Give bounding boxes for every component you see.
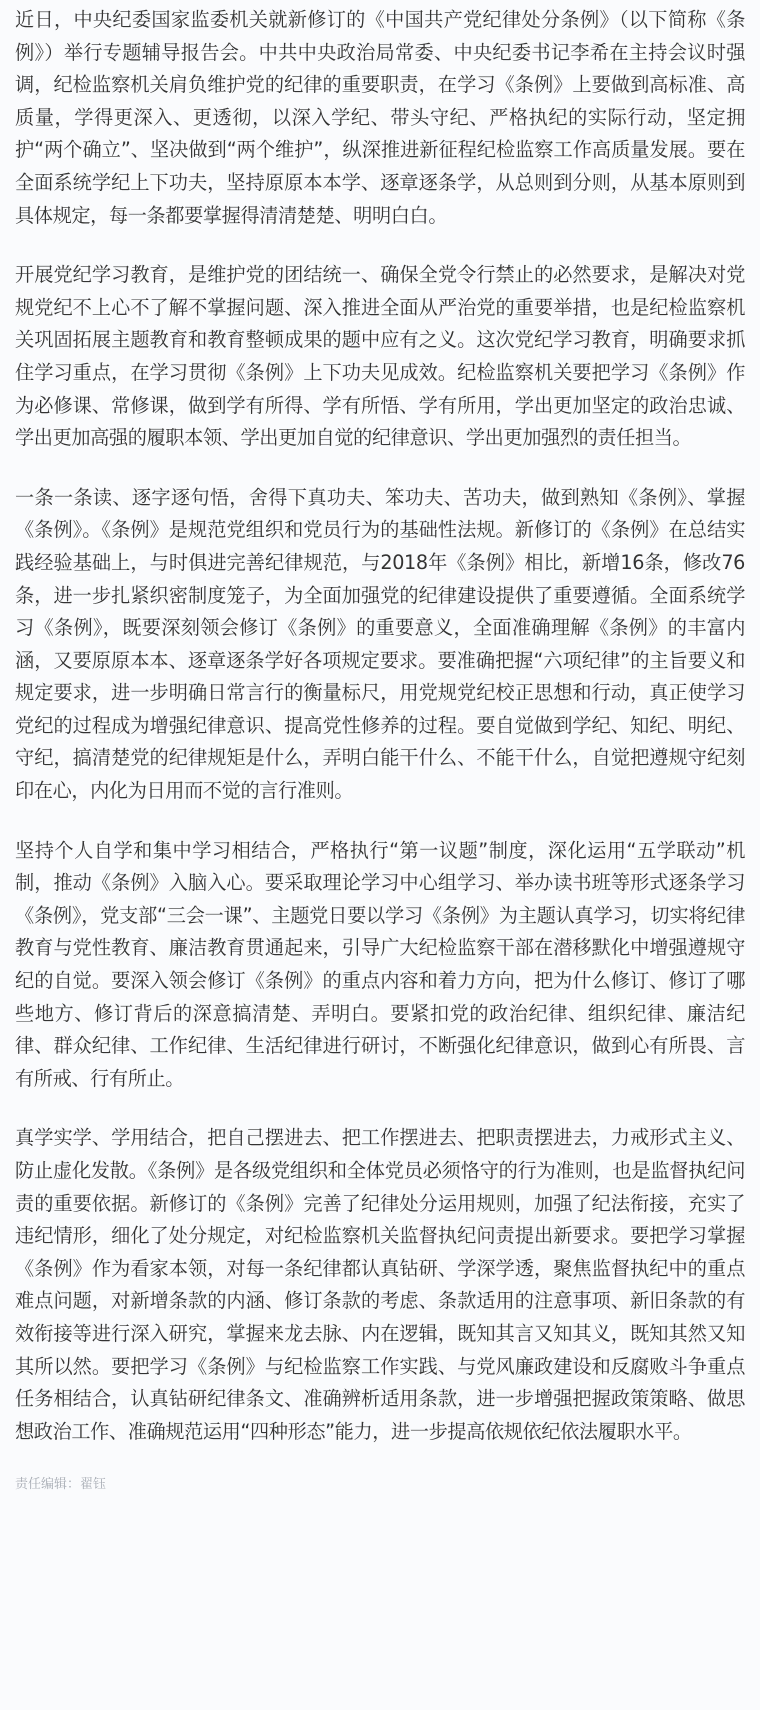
article-paragraph-1: 近日，中央纪委国家监委机关就新修订的《中国共产党纪律处分条例》（以下简称《条例》）举行专题辅导报告会。中共中央政治局常委、中央纪委书记李希在主持会议时强调，纪检监察机关肩负维护党的纪律的重要职责，在学习《条例》上要做到高标准、高质量，学得更深入、更透彻，以深入学纪、带头守纪、严格执纪的实际行动，坚定拥护“两个确立”、坚决做到“两个维护”，纵深推进新征程纪检监察工作高质量发展。要在全面系统学纪上下功夫，坚持原原本本学、逐章逐条学，从总则到分则，从基本原则到具体规定，每一条都要掌握得清清楚楚、明明白白。: [15, 8, 745, 227]
article-paragraph-2: 开展党纪学习教育，是维护党的团结统一、确保全党令行禁止的必然要求，是解决对党规党纪不上心不了解不掌握问题、深入推进全面从严治党的重要举措，也是纪检监察机关巩固拓展主题教育和教育整顿成果的题中应有之义。这次党纪学习教育，明确要求抓住学习重点，在学习贯彻《条例》上下功夫见成效。纪检监察机关要把学习《条例》作为必修课、常修课，做到学有所得、学有所悟、学有所用，学出更加坚定的政治忠诚、学出更加高强的履职本领、学出更加自觉的纪律意识、学出更加强烈的责任担当。: [15, 263, 745, 450]
article-paragraph-4: 坚持个人自学和集中学习相结合，严格执行“第一议题”制度，深化运用“五学联动”机制，推动《条例》入脑入心。要采取理论学习中心组学习、举办读书班等形式逐条学习《条例》，党支部“三会一课”、主题党日要以学习《条例》为主题认真学习，切实将纪律教育与党性教育、廉洁教育贯通起来，引导广大纪检监察干部在潜移默化中增强遵规守纪的自觉。要深入领会修订《条例》的重点内容和着力方向，把为什么修订、修订了哪些地方、修订背后的深意搞清楚、弄明白。要紧扣党的政治纪律、组织纪律、廉洁纪律、群众纪律、工作纪律、生活纪律进行研讨，不断强化纪律意识，做到心有所畏、言有所戒、行有所止。: [15, 838, 745, 1090]
article-paragraph-5: 真学实学、学用结合，把自己摆进去、把工作摆进去、把职责摆进去，力戒形式主义、防止虚化发散。《条例》是各级党组织和全体党员必须恪守的行为准则，也是监督执纪问责的重要依据。新修订的《条例》完善了纪律处分运用规则，加强了纪法衔接，充实了违纪情形，细化了处分规定，对纪检监察机关监督执纪问责提出新要求。要把学习掌握《条例》作为看家本领，对每一条纪律都认真钻研、学深学透，聚焦监督执纪中的重点难点问题，对新增条款的内涵、修订条款的考虑、条款适用的注意事项、新旧条款的有效衔接等进行深入研究，掌握来龙去脉、内在逻辑，既知其言又知其义，既知其然又知其所以然。要把学习《条例》与纪检监察工作实践、与党风廉政建设和反腐败斗争重点任务相结合，认真钻研纪律条文、准确辨析适用条款，进一步增强把握政策策略、做思想政治工作、准确规范运用“四种形态”能力，进一步提高依规依纪依法履职水平。: [15, 1126, 745, 1443]
article-paragraph-3: 一条一条读、逐字逐句悟，舍得下真功夫、笨功夫、苦功夫，做到熟知《条例》、掌握《条例》。《条例》是规范党组织和党员行为的基础性法规。新修订的《条例》在总结实践经验基础上，与时俱进完善纪律规范，与2018年《条例》相比，新增16条，修改76条，进一步扎紧织密制度笼子，为全面加强党的纪律建设提供了重要遵循。全面系统学习《条例》，既要深刻领会修订《条例》的重要意义，全面准确理解《条例》的丰富内涵，又要原原本本、逐章逐条学好各项规定要求。要准确把握“六项纪律”的主旨要义和规定要求，进一步明确日常言行的衡量标尺，用党规党纪校正思想和行动，真正使学习党纪的过程成为增强纪律意识、提高党性修养的过程。要自觉做到学纪、知纪、明纪、守纪，搞清楚党的纪律规矩是什么，弄明白能干什么、不能干什么，自觉把遵规守纪刻印在心，内化为日用而不觉的言行准则。: [15, 485, 745, 803]
responsible-editor: 责任编辑：翟钰: [15, 1477, 107, 1493]
